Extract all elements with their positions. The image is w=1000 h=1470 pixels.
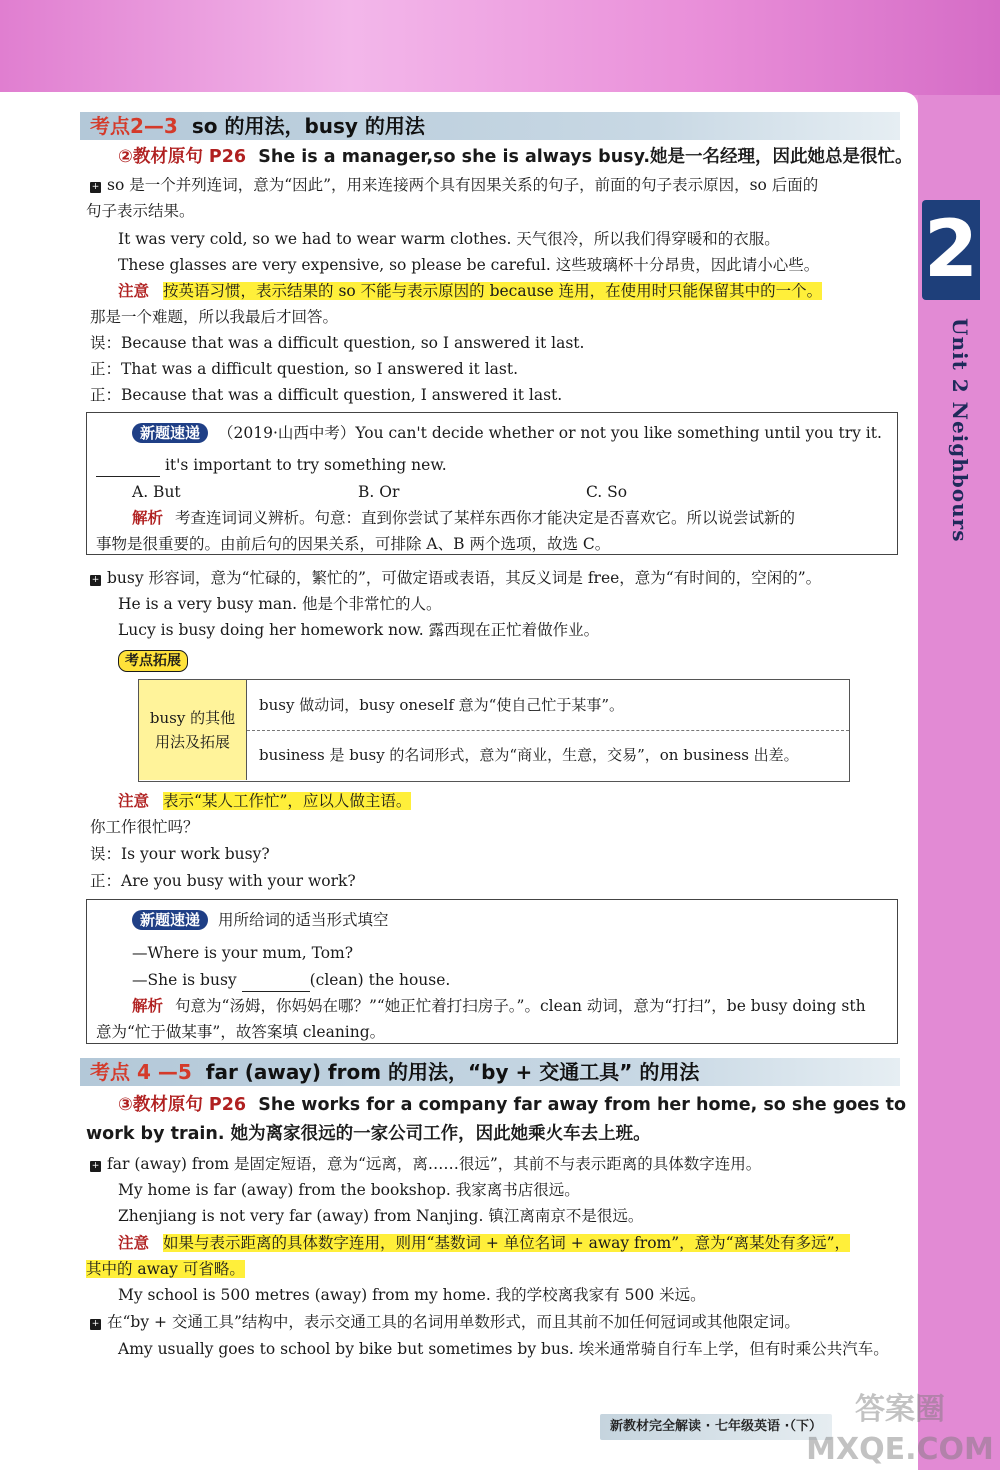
section-title: so 的用法，busy 的用法 xyxy=(191,114,425,138)
example-1: It was very cold, so we had to wear warm clothes. 天气很冷，所以我们得穿暖和的衣服。 xyxy=(118,230,780,248)
bullet-by: + 在“by + 交通工具”结构中，表示交通工具的名词用单数形式，而且其前不加任何冠词或其他限定词。 xyxy=(91,1313,800,1331)
note-1 xyxy=(118,280,822,302)
note-text: 表示“某人工作忙”，应以人做主语。 xyxy=(163,792,412,810)
new-question-badge: 新题速递 xyxy=(132,910,208,930)
note-3 xyxy=(118,1232,850,1254)
note-2-right: 正：Are you busy with your work? xyxy=(90,872,356,890)
note-text: 如果与表示距离的具体数字连用，则用“基数词 + 单位名词 + away from”，意为“离某处有多远”， xyxy=(163,1234,851,1252)
option-c: C. So xyxy=(586,483,628,501)
note-1-right-1: 正：That was a difficult question, so I answered it last. xyxy=(90,360,519,378)
box2-analysis: 解析 句意为“汤姆，你妈妈在哪？”“她正忙着打扫房子。”。clean 动词，意为“打扫”，be busy doing sth xyxy=(132,997,866,1015)
bullet-so: + so 是一个并列连词，意为“因此”，用来连接两个具有因果关系的句子，前面的句子表示原因，so 后面的 xyxy=(91,176,819,194)
sentence-text: She is a manager,so she is always busy.她是一名经理，因此她总是很忙。 xyxy=(258,147,913,167)
example-2: These glasses are very expensive, so please be careful. 这些玻璃杯十分昂贵，因此请小心些。 xyxy=(118,256,820,274)
example-6: Zhenjiang is not very far (away) from Nanjing. 镇江离南京不是很远。 xyxy=(118,1207,644,1225)
source-sentence xyxy=(118,146,913,168)
note-1-cn: 那是一个难题，所以我最后才回答。 xyxy=(90,308,339,326)
example-5: My home is far (away) from the bookshop. 我家离书店很远。 xyxy=(118,1181,580,1199)
box2-q2: —She is busy (clean) the house. xyxy=(132,969,450,992)
example-3: He is a very busy man. 他是个非常忙的人。 xyxy=(118,595,442,613)
analysis-label: 解析 xyxy=(132,509,164,527)
bullet-busy: + busy 形容词，意为“忙碌的，繁忙的”，可做定语或表语，其反义词是 free，意为“有时间的，空闲的”。 xyxy=(91,569,822,587)
note-1-right-2: 正：Because that was a difficult question, I answered it last. xyxy=(90,386,563,404)
note-2 xyxy=(118,790,411,812)
table-row-2: business 是 busy 的名词形式，意为“商业，生意，交易”，on business 出差。 xyxy=(259,746,799,764)
sentence-tag: ③教材原句 P26 xyxy=(118,1095,247,1115)
bullet-icon: + xyxy=(91,575,100,585)
section-header-4-5 xyxy=(80,1058,900,1086)
unit-label: Unit 2 Neighbours xyxy=(948,318,972,543)
section-header-2-3 xyxy=(80,112,900,140)
note-1-wrong: 误：Because that was a difficult question, so I answered it last. xyxy=(90,334,585,352)
example-7: My school is 500 metres (away) from my home. 我的学校离我家有 500 米远。 xyxy=(118,1286,706,1304)
option-b: B. Or xyxy=(358,483,400,501)
note-3-cont: 其中的 away 可省略。 xyxy=(86,1260,245,1278)
note-label: 注意 xyxy=(118,282,150,300)
extension-badge: 考点拓展 xyxy=(118,650,188,672)
box2-analysis-cont: 意为“忙于做某事”，故答案填 cleaning。 xyxy=(96,1023,386,1041)
bullet-so-cont: 句子表示结果。 xyxy=(86,202,195,220)
new-question-badge: 新题速递 xyxy=(132,423,208,443)
section-code: 考点2—3 xyxy=(90,114,178,138)
note-text: 按英语习惯，表示结果的 so 不能与表示原因的 because 连用，在使用时只能保留其中的一个。 xyxy=(163,282,823,300)
note-label: 注意 xyxy=(118,792,150,810)
page-footer: 新教材完全解读 · 七年级英语 ·（下） xyxy=(600,1414,832,1440)
note-label: 注意 xyxy=(118,1234,150,1252)
source-sentence-2: ③教材原句 P26 She works for a company far away from her home, so she goes to xyxy=(118,1095,907,1115)
watermark-logo: 答案圈 MXQE.COM xyxy=(806,1392,994,1467)
table-left-cell: busy 的其他 用法及拓展 xyxy=(139,680,247,780)
box1-question: 新题速递 （2019·山西中考）You can't decide whether or not you like something until you try it. xyxy=(132,422,882,444)
bullet-far: + far (away) from 是固定短语，意为“远离，离……很远”，其前不与表示距离的具体数字连用。 xyxy=(91,1155,762,1173)
box1-analysis-cont: 事物是很重要的。由前后句的因果关系，可排除 A、B 两个选项，故选 C。 xyxy=(96,535,611,553)
bullet-icon: + xyxy=(91,1319,100,1329)
bullet-icon: + xyxy=(91,182,100,192)
right-decor-band xyxy=(918,95,1000,1470)
section-title: far (away) from 的用法，“by + 交通工具” 的用法 xyxy=(205,1060,700,1084)
unit-number-tab: 2 xyxy=(922,200,980,300)
sentence-tag: ②教材原句 P26 xyxy=(118,147,247,167)
analysis-label: 解析 xyxy=(132,997,164,1015)
box2-instruction: 新题速递 用所给词的适当形式填空 xyxy=(132,909,389,931)
top-decor-band xyxy=(0,0,1000,95)
section-code: 考点 4 —5 xyxy=(90,1060,192,1084)
bullet-icon: + xyxy=(91,1161,100,1171)
source-sentence-2-cont: work by train. 她为离家很远的一家公司工作，因此她乘火车去上班。 xyxy=(86,1124,651,1144)
extension-table xyxy=(138,679,850,782)
option-a: A. But xyxy=(132,483,181,501)
table-row-1: busy 做动词，busy oneself 意为“使自己忙于某事”。 xyxy=(247,680,849,731)
example-4: Lucy is busy doing her homework now. 露西现在正忙着做作业。 xyxy=(118,621,600,639)
answer-blank xyxy=(242,969,310,992)
note-2-wrong: 误：Is your work busy? xyxy=(90,845,270,863)
example-8: Amy usually goes to school by bike but sometimes by bus. 埃米通常骑自行车上学，但有时乘公共汽车。 xyxy=(118,1340,889,1358)
box1-analysis: 解析 考查连词词义辨析。句意：直到你尝试了某样东西你才能决定是否喜欢它。所以说尝试新的 xyxy=(132,509,796,527)
box1-question-cont: it's important to try something new. xyxy=(96,454,447,477)
box2-q1: —Where is your mum, Tom? xyxy=(132,944,354,962)
answer-blank xyxy=(96,454,160,477)
note-2-cn: 你工作很忙吗？ xyxy=(90,818,199,836)
